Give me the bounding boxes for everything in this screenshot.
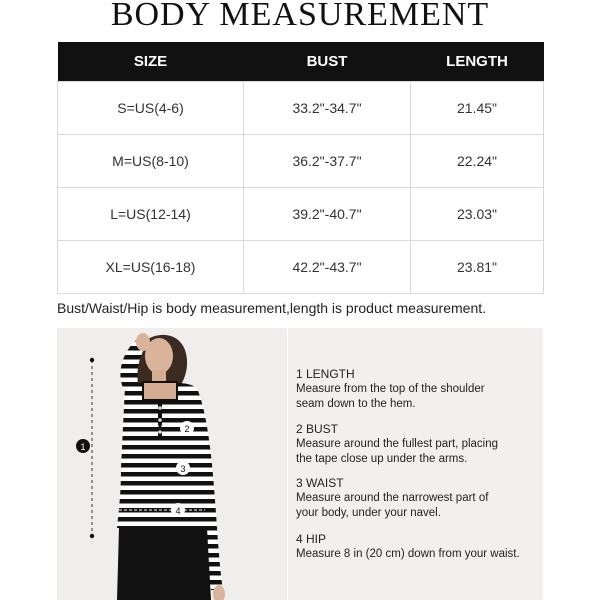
- length-cell: 22.24": [411, 135, 544, 188]
- marker-4: [171, 503, 185, 517]
- size-cell: XL=US(16-18): [58, 241, 244, 294]
- table-row: [58, 135, 544, 188]
- instruction-line: Measure around the narrowest part of: [296, 492, 489, 504]
- svg-text:1: 1: [80, 442, 86, 452]
- instruction-line: Measure 8 in (20 cm) down from your waist.: [296, 548, 520, 560]
- table-row: [58, 241, 544, 294]
- header-bust: BUST: [244, 42, 411, 82]
- instruction-line: your body, under your navel.: [296, 507, 441, 519]
- model-illustration: [57, 328, 287, 600]
- instruction-heading: 1 LENGTH: [296, 367, 355, 381]
- size-cell: M=US(8-10): [58, 135, 244, 188]
- instruction-waist: [296, 476, 541, 521]
- svg-text:4: 4: [175, 506, 181, 516]
- table-row: [58, 188, 544, 241]
- instruction-line: the tape close up under the arms.: [296, 453, 468, 465]
- length-cell: 23.03": [411, 188, 544, 241]
- instruction-heading: 2 BUST: [296, 422, 339, 436]
- instruction-heading: 4 HIP: [296, 532, 327, 546]
- header-length: LENGTH: [411, 42, 544, 82]
- measurement-note: Bust/Waist/Hip is body measurement,length is product measurement.: [57, 300, 487, 316]
- table-row: [58, 82, 544, 135]
- svg-text:3: 3: [180, 464, 186, 474]
- length-cell: 23.81": [411, 241, 544, 294]
- table-header-row: [58, 42, 544, 82]
- size-cell: L=US(12-14): [58, 188, 244, 241]
- instruction-line: Measure from the top of the shoulder: [296, 383, 485, 395]
- marker-3: [176, 461, 190, 475]
- size-cell: S=US(4-6): [58, 82, 244, 135]
- instruction-hip: [296, 532, 541, 562]
- instruction-bust: [296, 422, 541, 467]
- marker-1: [76, 439, 90, 453]
- bust-cell: 36.2"-37.7": [244, 135, 411, 188]
- instruction-heading: 3 WAIST: [296, 476, 344, 490]
- header-size: SIZE: [58, 42, 244, 82]
- marker-2: [180, 421, 194, 435]
- bust-cell: 39.2"-40.7": [244, 188, 411, 241]
- instruction-length: [296, 367, 541, 412]
- instruction-line: Measure around the fullest part, placing: [296, 438, 499, 450]
- svg-text:2: 2: [184, 424, 190, 434]
- page-title: BODY MEASUREMENT: [110, 0, 490, 33]
- model-photo-panel: [57, 328, 287, 600]
- instruction-line: seam down to the hem.: [296, 398, 416, 410]
- bust-cell: 42.2"-43.7": [244, 241, 411, 294]
- length-cell: 21.45": [411, 82, 544, 135]
- size-chart-table: [57, 42, 544, 294]
- bust-cell: 33.2"-34.7": [244, 82, 411, 135]
